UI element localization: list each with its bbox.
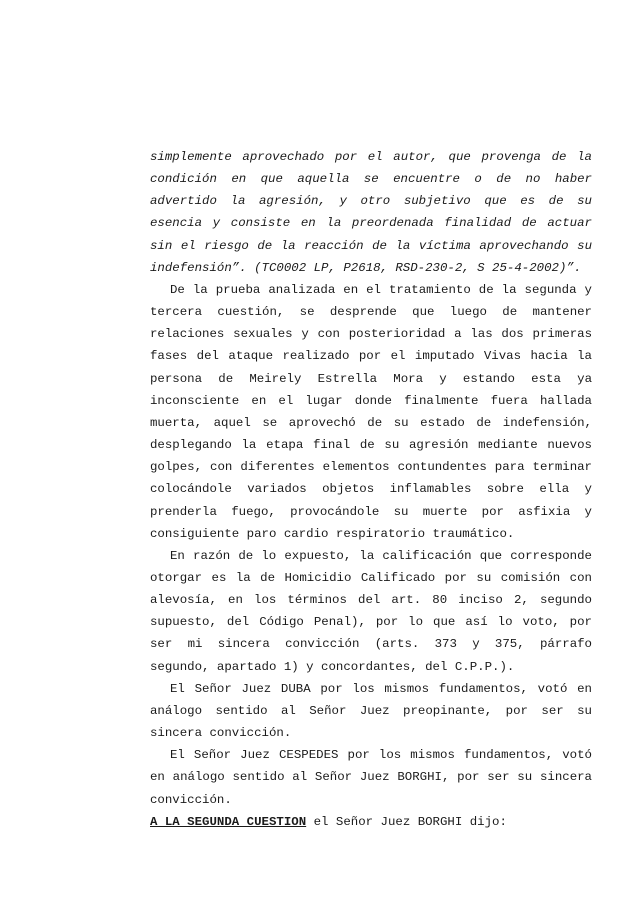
section-heading-line xyxy=(150,811,592,833)
judge-duba-vote-paragraph: El Señor Juez DUBA por los mismos fundamentos, votó en análogo sentido al Señor Juez preopinante, por ser su sincera convicción. xyxy=(150,681,592,741)
quoted-citation-paragraph: simplemente aprovechado por el autor, que provenga de la condición en que aquella se encuentre o de no haber advertido la agresión, y otro subjetivo que es de su esencia y consiste en la preordenada finalidad de actuar sin el riesgo de la reacción de la víctima aprovechando su indefensión”. (TC0002 LP, P2618, RSD-230-2, S 25-4-2002)”. xyxy=(150,150,592,275)
analysis-paragraph: De la prueba analizada en el tratamiento de la segunda y tercera cuestión, se desprende que luego de mantener relaciones sexuales y con posterioridad a las dos primeras fases del ataque realizado por el imputado Vivas hacia la persona de Meirely Estrella Mora y estando esta ya inconsciente en el lugar donde finalmente fuera hallada muerta, aquel se aprovechó de su estado de indefensión, desplegando la etapa final de su agresión mediante nuevos golpes, con diferentes elementos contundentes para terminar colocándole variados objetos inflamables sobre ella y prenderla fuego, provocándole su muerte por asfixia y consiguiente paro cardio respiratorio traumático. xyxy=(150,282,592,541)
document-body xyxy=(150,146,592,833)
section-heading-text: el Señor Juez BORGHI dijo: xyxy=(306,814,507,829)
qualification-paragraph: En razón de lo expuesto, la calificación que corresponde otorgar es la de Homicidio Calificado por su comisión con alevosía, en los términos del art. 80 inciso 2, segundo supuesto, del Código Penal), por lo que así lo voto, por ser mi sincera convicción (arts. 373 y 375, párrafo segundo, apartado 1) y concordantes, del C.P.P.). xyxy=(150,548,592,674)
judge-cespedes-vote-paragraph: El Señor Juez CESPEDES por los mismos fundamentos, votó en análogo sentido al Señor Juez BORGHI, por ser su sincera convicción. xyxy=(150,748,592,807)
section-heading-label: A LA SEGUNDA CUESTION xyxy=(150,814,307,829)
